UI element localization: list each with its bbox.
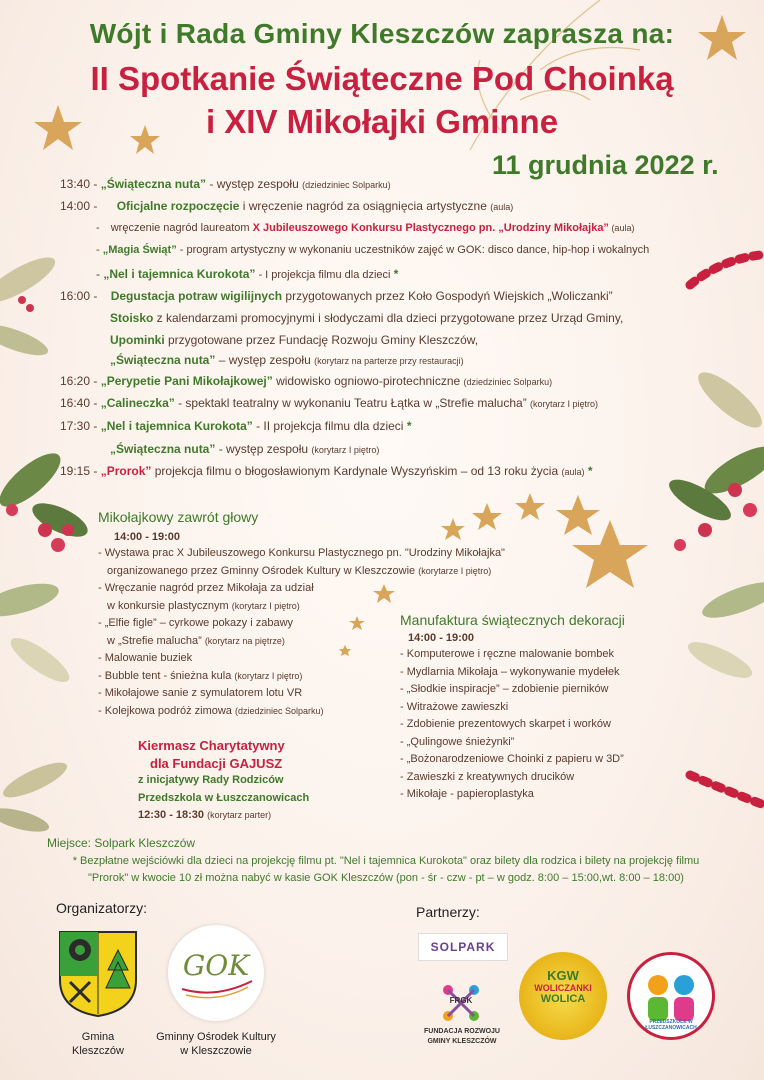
program-asterisk: *	[393, 267, 399, 281]
list-item: - Malowanie buziek	[98, 652, 193, 664]
gok-logo: GOK	[168, 925, 264, 1021]
program-desc: projekcja filmu o błogosławionym Kardynale Wyszyńskim	[151, 464, 458, 478]
program-note: (korytarz I piętro)	[530, 399, 599, 409]
list-item: - Wręczanie nagród przez Mikołaja za udział	[98, 582, 314, 594]
program-item	[60, 288, 613, 304]
program-item	[60, 198, 513, 215]
kiermasz-title2: dla Fundacji GAJUSZ	[150, 755, 283, 771]
list-item: - „Bożonarodzeniowe Choinki z papieru w 3D”	[400, 753, 624, 765]
gmina-coat-of-arms	[58, 930, 138, 1023]
program-note: (aula)	[490, 202, 514, 212]
gmina-caption: Gmina Kleszczów	[72, 1031, 124, 1057]
program-desc: - występ zespołu	[215, 442, 312, 456]
program-desc: - spektakl teatralny w wykonaniu Teatru Łątka w „Strefie malucha”	[174, 396, 531, 410]
program-note: (dziedziniec Solparku)	[302, 180, 391, 190]
list-item: - Kolejkowa podróż zimowa (dziedziniec Solparku)	[98, 704, 324, 717]
program-desc: widowisko ogniowo-pirotechniczne	[272, 374, 464, 388]
program-item	[110, 332, 478, 348]
program-desc: przygotowane przez Fundację Rozwoju Gminy Kleszczów,	[164, 333, 479, 347]
program-desc: - program artystyczny w wykonaniu uczestników zajęć w GOK: disco dance, hip-hop i wokalnych	[176, 244, 650, 256]
list-item: - Mikołaje - papieroplastyka	[400, 788, 534, 800]
program-desc: z kalendarzami promocyjnymi i słodyczami dla dzieci przygotowane przez Urząd Gminy,	[153, 311, 624, 325]
manufaktura-list	[400, 646, 625, 804]
program-title: Degustacja potraw wigilijnych	[110, 289, 283, 303]
program-asterisk: *	[406, 419, 412, 433]
ticket-note-line2: "Prorok" w kwocie 10 zł można nabyć w kasie GOK Kleszczów (pon - śr - czw - pt – w godz. 8:00 – 15:00,wt. 8:00 – 18:00)	[88, 872, 684, 884]
manufaktura-section	[400, 612, 625, 804]
list-item: - „Słodkie inspiracje” – zdobienie pierników	[400, 683, 609, 695]
list-item: - Komputerowe i ręczne malowanie bombek	[400, 648, 615, 660]
program-title: „Magia Świąt”	[102, 244, 177, 256]
kiermasz-note: (korytarz parter)	[207, 810, 272, 820]
manufaktura-time: 14:00 - 19:00	[408, 632, 475, 644]
organizers-label: Organizatorzy:	[56, 900, 148, 916]
program-desc: – od 13 roku życia	[457, 464, 562, 478]
program-bullet: -	[96, 267, 100, 281]
program-title: Stoisko	[110, 311, 154, 325]
kiermasz-line2: Przedszkola w Łuszczanowicach	[138, 791, 310, 804]
program-title: „Świąteczna nuta”	[110, 442, 216, 456]
program-desc: - I projekcja filmu dla dzieci	[255, 269, 394, 281]
program-item	[110, 441, 379, 458]
program-time: 16:00 -	[60, 289, 98, 303]
kiermasz-title1: Kiermasz Charytatywny	[138, 738, 285, 753]
partners-label: Partnerzy:	[416, 904, 480, 920]
program-title: „Nel i tajemnica Kurokota”	[103, 267, 256, 281]
solpark-logo: SOLPARK	[418, 933, 508, 961]
list-item: - „Elfie figle” – cyrkowe pokazy i zabawy	[98, 617, 294, 629]
program-title: „Świąteczna nuta”	[110, 353, 216, 367]
event-title-line1: II Spotkanie Świąteczne Pod Choinką	[90, 60, 674, 97]
program-desc: - występ zespołu	[206, 177, 303, 191]
kiermasz-section	[138, 737, 309, 825]
program-title: „Świąteczna nuta”	[100, 177, 207, 191]
program-item	[60, 373, 552, 390]
coat-of-arms-icon	[58, 930, 138, 1018]
kiermasz-line1: z inicjatywy Rady Rodziców	[138, 774, 284, 786]
program-desc: wręczenie nagród laureatom	[110, 222, 253, 234]
program-item	[96, 266, 398, 283]
program-item	[60, 395, 598, 412]
gok-caption: Gminny Ośrodek Kultury w Kleszczowie	[156, 1031, 276, 1057]
kgw-logo: KGW WOLICZANKI WOLICA	[519, 952, 607, 1040]
event-title-line2: i XIV Mikołajki Gminne	[205, 103, 559, 140]
program-title: Upominki	[110, 333, 165, 347]
program-note: (aula)	[561, 467, 585, 477]
program-item	[96, 220, 634, 236]
list-item: - Mikołajowe sanie z symulatorem lotu VR	[98, 687, 303, 699]
mikolajkowy-title: Mikołajkowy zawrót głowy	[98, 509, 259, 525]
program-note: (korytarz na parterze przy restauracji)	[314, 356, 464, 366]
program-title: „Nel i tajemnica Kurokota”	[100, 419, 253, 433]
frgk-logo: FRGK	[436, 980, 486, 1026]
program-item	[60, 418, 411, 434]
list-item: - Zawieszki z kreatywnych drucików	[400, 770, 575, 783]
program-bullet: -	[96, 222, 100, 234]
program-desc: - II projekcja filmu dla dzieci	[252, 419, 407, 433]
program-note: (aula)	[608, 223, 635, 233]
mikolajkowy-time: 14:00 - 19:00	[114, 531, 181, 543]
ticket-note	[36, 853, 736, 887]
list-item: - Zdobienie prezentowych skarpet i worków	[400, 718, 611, 730]
program-item	[96, 242, 649, 258]
list-item: w „Strefie malucha” (korytarz na piętrze)	[107, 634, 285, 647]
kiermasz-time-row	[138, 807, 309, 825]
program-title: X Jubileuszowego Konkursu Plastycznego pn. „Urodziny Mikołajka”	[252, 222, 609, 234]
program-title: „Calineczka”	[100, 396, 175, 410]
program-asterisk: *	[584, 464, 593, 478]
kiermasz-time: 12:30 - 18:30	[138, 809, 208, 821]
manufaktura-title: Manufaktura świątecznych dekoracji	[400, 612, 625, 628]
list-item: - Witrażowe zawieszki	[400, 700, 509, 713]
list-item: - Mydlarnia Mikołaja – wykonywanie mydełek	[400, 665, 620, 678]
program-note: (korytarz I piętro)	[311, 445, 380, 455]
program-title: Oficjalne rozpoczęcie	[116, 199, 240, 213]
program-title: „Prorok”	[100, 464, 152, 478]
przedszkole-logo: PRZEDSZKOLE W ŁUSZCZANOWICACH	[627, 952, 715, 1040]
program-desc: i wręczenie nagród za osiągnięcia artystyczne	[239, 199, 491, 213]
program-item	[60, 176, 391, 193]
list-item: w konkursie plastycznym (korytarz I piętro)	[107, 599, 300, 612]
program-time: 19:15 -	[60, 464, 98, 478]
program-item	[60, 463, 593, 480]
gok-swoosh-icon	[168, 925, 264, 1021]
leaf-decor-right-icon	[664, 364, 764, 684]
ticket-note-line1: * Bezpłatne wejściówki dla dzieci na projekcję filmu pt. "Nel i tajemnica Kurokota" oraz bilety dla rodzica i bilety na projekcję filmu	[72, 855, 700, 867]
program-desc: – występ zespołu	[215, 353, 315, 367]
list-item: - Wystawa prac X Jubileuszowego Konkursu Plastycznego pn. "Urodziny Mikołajka"	[98, 547, 505, 559]
program-time: 14:00 -	[60, 199, 98, 213]
event-date: 11 grudnia 2022 r.	[492, 150, 719, 180]
list-item: - Bubble tent - śnieżna kula (korytarz I piętro)	[98, 669, 303, 682]
program-note: (dziedziniec Solparku)	[463, 377, 553, 387]
program-time: 16:20 -	[60, 374, 98, 388]
program-time: 13:40 -	[60, 177, 98, 191]
place-label: Miejsce: Solpark Kleszczów	[47, 836, 196, 850]
program-bullet: -	[96, 244, 100, 256]
program-title: „Perypetie Pani Mikołajkowej”	[100, 374, 273, 388]
invite-heading: Wójt i Rada Gminy Kleszczów zaprasza na:	[89, 18, 675, 49]
program-desc: przygotowanych przez Koło Gospodyń Wiejskich „Woliczanki”	[282, 289, 613, 303]
frgk-caption: FUNDACJA ROZWOJU GMINY KLESZCZÓW	[424, 1028, 500, 1045]
program-time: 16:40 -	[60, 396, 98, 410]
program-item	[110, 352, 464, 369]
list-item: organizowanego przez Gminny Ośrodek Kultury w Kleszczowie (korytarze I piętro)	[107, 564, 492, 577]
list-item: - „Qulingowe śnieżynki”	[400, 735, 515, 748]
program-time: 17:30 -	[60, 419, 98, 433]
leaf-decor-left-icon	[0, 250, 92, 837]
program-item	[110, 310, 623, 326]
